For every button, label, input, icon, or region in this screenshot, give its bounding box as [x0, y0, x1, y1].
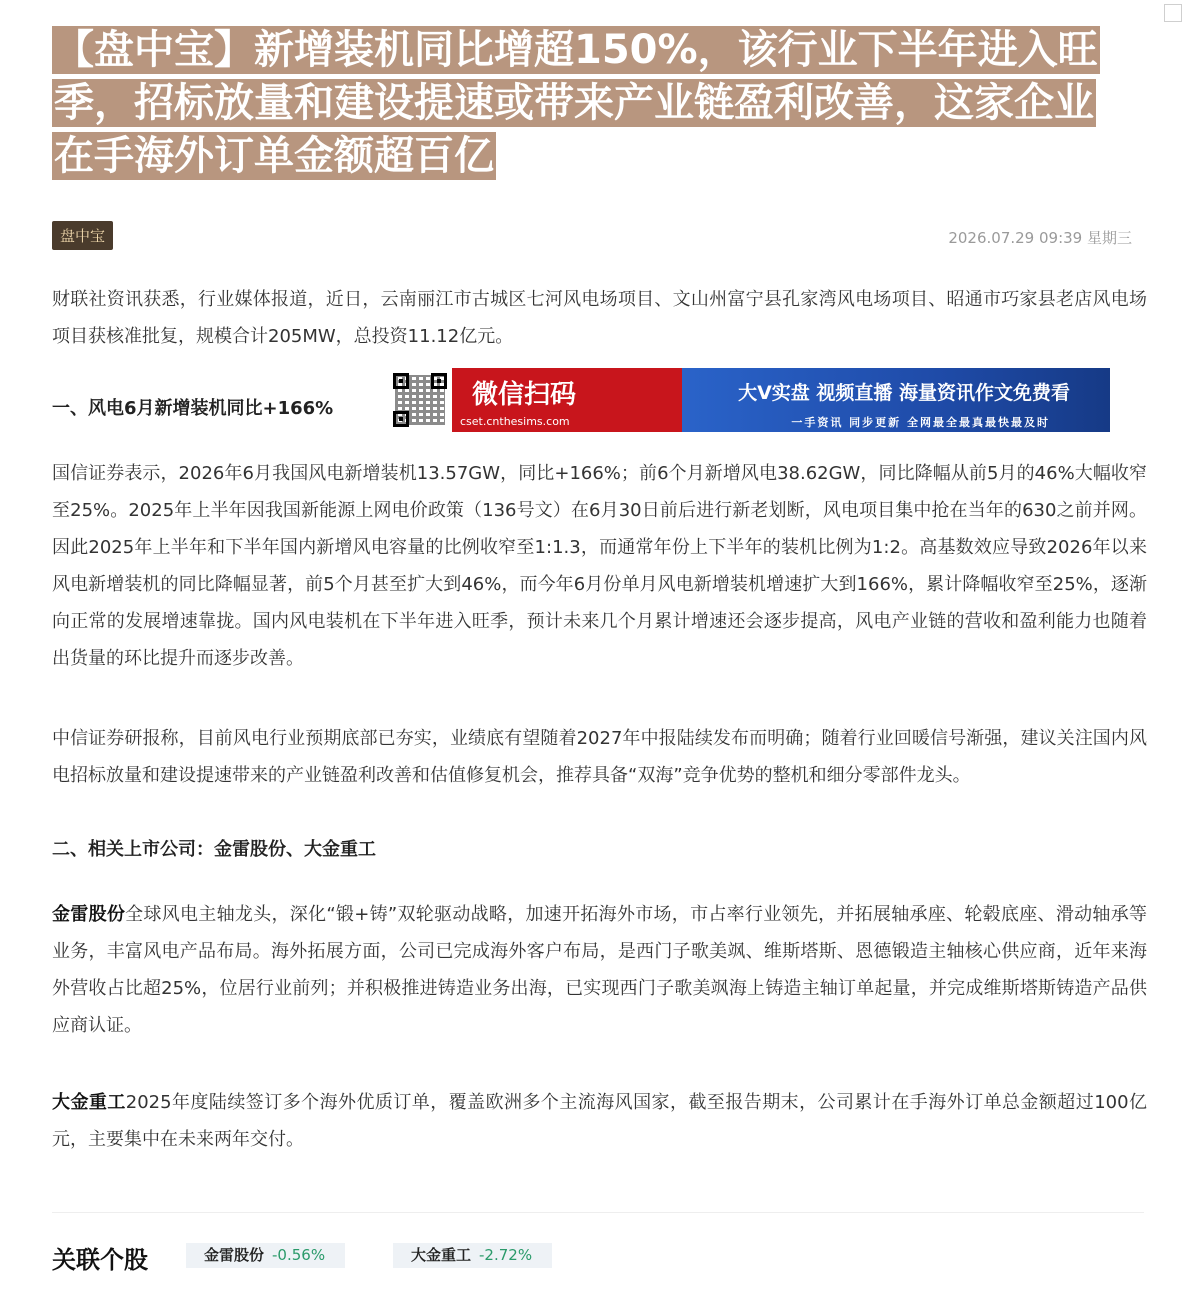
section-heading-1: 一、风电6月新增装机同比+166% — [52, 398, 334, 419]
banner-scan-caption: 微信扫码 — [472, 380, 577, 410]
title-line-3: 在手海外订单金额超百亿 — [54, 133, 494, 179]
company-2-name: 大金重工 — [52, 1092, 126, 1113]
banner-url: cset.cnthesims.com — [460, 415, 570, 428]
paragraph-company-2 — [52, 1084, 1147, 1158]
paragraph-guosen: 国信证券表示，2026年6月我国风电新增装机13.57GW，同比+166%；前6个月新增风电38.62GW，同比降幅从前5月的46%大幅收窄至25%。2025年上半年因我国新能源上网电价政策（136号文）在6月30日前后进行新老划断，风电项目集中抢在当年的630之前并网。因此2025年上半年和下半年国内新增风电容量的比例收窄至1:1.3，而通常年份上下半年的装机比例为1:2。高基数效应导致2026年以来风电新增装机的同比降幅显著，前5个月甚至扩大到46%，而今年6月份单月风电新增装机增速扩大到166%，累计降幅收窄至25%，逐渐向正常的发展增速靠拢。国内风电装机在下半年进入旺季，预计未来几个月累计增速还会逐步提高，风电产业链的营收和盈利能力也随着出货量的环比提升而逐步改善。 — [52, 463, 1147, 669]
section-divider — [52, 1212, 1144, 1213]
column-tag[interactable]: 盘中宝 — [52, 221, 113, 250]
article-title — [52, 26, 1144, 185]
banner-subtitle: 一手资讯 同步更新 全网最全最真最快最及时 — [791, 416, 1050, 429]
paragraph-citic: 中信证券研报称，目前风电行业预期底部已夯实，业绩底有望随着2027年中报陆续发布而明确；随着行业回暖信号渐强，建议关注国内风电招标放量和建设提速带来的产业链盈利改善和估值修复机会，推荐具备“双海”竞争优势的整机和细分零部件龙头。 — [52, 728, 1147, 786]
qr-code-icon — [388, 368, 452, 432]
company-2-text: 2025年度陆续签订多个海外优质订单，覆盖欧洲多个主流海风国家，截至报告期末，公司累计在手海外订单总金额超过100亿元，主要集中在未来两年交付。 — [52, 1092, 1147, 1150]
banner-scan-panel — [452, 368, 682, 432]
publish-datetime: 2026.07.29 09:39 星期三 — [948, 229, 1132, 247]
window-corner-box — [1164, 4, 1182, 22]
stock-chip-2[interactable] — [393, 1243, 552, 1268]
title-line-1: 【盘中宝】新增装机同比增超150%，该行业下半年进入旺 — [54, 27, 1098, 73]
stock-2-change: -2.72% — [479, 1246, 533, 1264]
company-1-name: 金雷股份 — [52, 904, 126, 925]
stock-2-name: 大金重工 — [411, 1246, 472, 1264]
section-heading-2: 二、相关上市公司：金雷股份、大金重工 — [52, 839, 376, 860]
stock-1-change: -0.56% — [272, 1246, 326, 1264]
stock-chip-1[interactable] — [186, 1243, 345, 1268]
lead-paragraph: 财联社资讯获悉，行业媒体报道，近日，云南丽江市古城区七河风电场项目、文山州富宁县孔家湾风电场项目、昭通市巧家县老店风电场项目获核准批复，规模合计205MW，总投资11.12亿元。 — [52, 289, 1147, 347]
related-stocks-label: 关联个股 — [52, 1246, 148, 1274]
banner-slogan: 大V实盘 视频直播 海量资讯作文免费看 — [738, 382, 1070, 404]
stock-1-name: 金雷股份 — [204, 1246, 265, 1264]
title-line-2: 季，招标放量和建设提速或带来产业链盈利改善，这家企业 — [54, 80, 1094, 126]
company-1-text: 全球风电主轴龙头，深化“锻+铸”双轮驱动战略，加速开拓海外市场，市占率行业领先，并拓展轴承座、轮毂底座、滑动轴承等业务，丰富风电产品布局。海外拓展方面，公司已完成海外客户布局，是西门子歌美飒、维斯塔斯、恩德锻造主轴核心供应商，近年来海外营收占比超25%，位居行业前列；并积极推进铸造业务出海，已实现西门子歌美飒海上铸造主轴订单起量，并完成维斯塔斯铸造产品供应商认证。 — [52, 904, 1147, 1036]
promo-banner[interactable] — [388, 368, 1110, 432]
banner-slogan-panel — [682, 368, 1110, 432]
paragraph-company-1 — [52, 896, 1147, 1044]
